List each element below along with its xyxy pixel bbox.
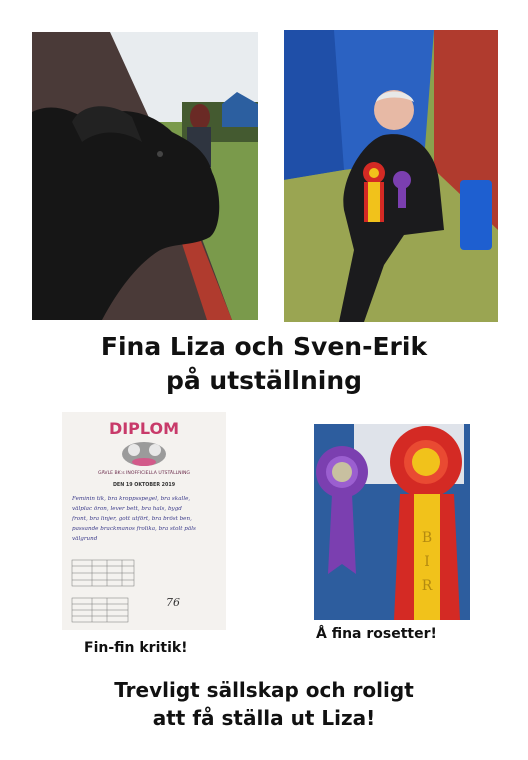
- diplom-date: DEN 19 OKTOBER 2019: [112, 483, 176, 488]
- critique-line: välplac öron, lever bett, bra hals, bygd: [72, 506, 182, 512]
- rosettes-illustration: [314, 424, 470, 620]
- footer-line-2: att få ställa ut Liza!: [152, 706, 376, 730]
- critique-line: passande brackmanos frolika, bra stolt päls: [72, 526, 196, 532]
- diplom-illustration: [62, 412, 226, 630]
- rosette-letter: I: [424, 554, 430, 570]
- rosette-letter: B: [421, 530, 433, 546]
- diplom-heading: DIPLOM: [108, 419, 180, 438]
- main-title: Fina Liza och Sven-Erik: [100, 332, 428, 361]
- critique-line: front, bra linjer, gott utfört, bra bröst ben,: [72, 516, 192, 522]
- dog-photo-illustration: [32, 32, 258, 320]
- critique-line: Feminin tik, bra kroppsspegel, bra skalle,: [72, 496, 191, 502]
- rosette-letter: R: [421, 578, 433, 594]
- diplom-club: GÄVLE BK:s INOFFICIELLA UTSTÄLLNING: [98, 471, 190, 476]
- footer-line-1: Trevligt sällskap och roligt: [114, 678, 414, 702]
- man-photo-illustration: [284, 30, 498, 322]
- photo-rosettes: [314, 424, 470, 620]
- caption-rosettes: Å fina rosetter!: [316, 626, 437, 642]
- photo-man-with-rosettes: [284, 30, 498, 322]
- photo-dog-in-tent: [32, 32, 258, 320]
- caption-critique: Fin-fin kritik!: [84, 640, 188, 656]
- diplom-score: 76: [166, 596, 180, 609]
- critique-line: välgrund: [72, 536, 98, 542]
- main-subtitle: på utställning: [165, 366, 363, 395]
- photo-diplom: [62, 412, 226, 630]
